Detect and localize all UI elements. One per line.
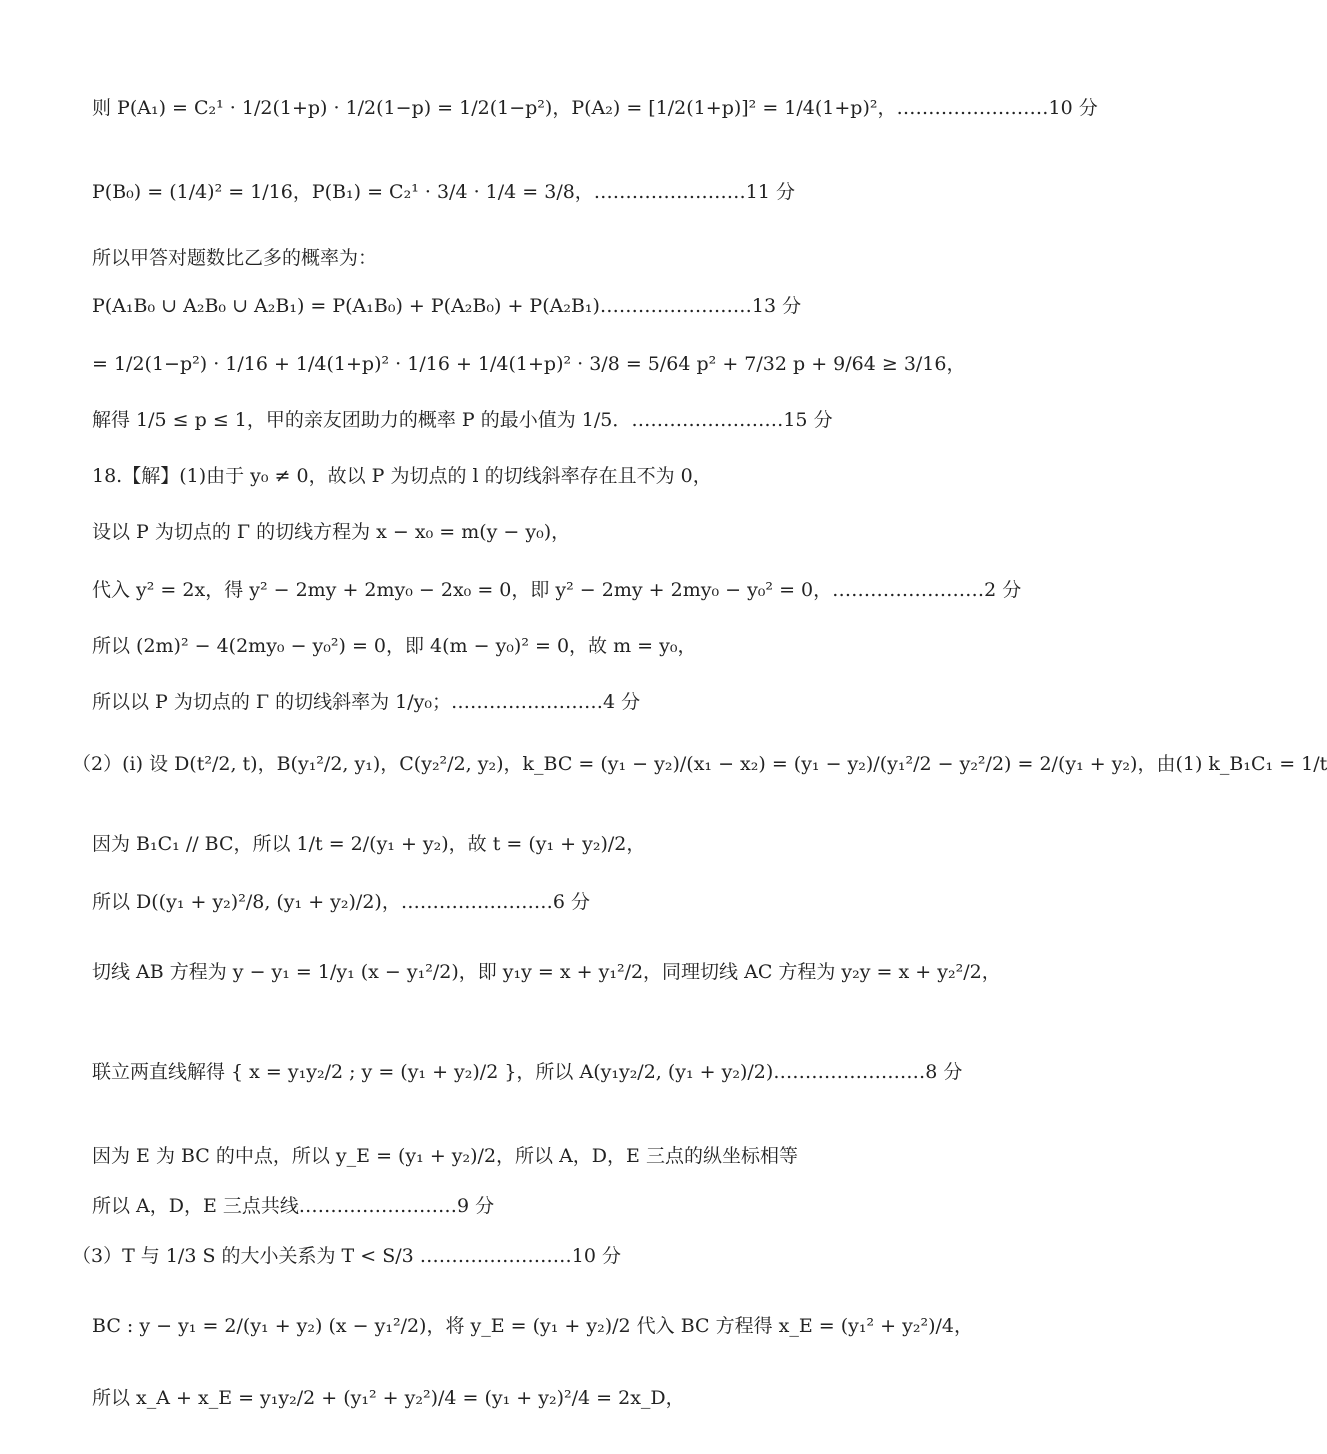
text-line-3: 所以甲答对题数比乙多的概率为： — [92, 247, 378, 269]
formula-line-9: 代入 y² = 2x，得 y² − 2my + 2my₀ − 2x₀ = 0，即 y² − 2my + 2my₀ − y₀² = 0，……………………2 分 — [92, 579, 1022, 601]
text-line-6: 解得 1/5 ≤ p ≤ 1，甲的亲友团助力的概率 P 的最小值为 1/5．……………………15 分 — [92, 409, 833, 431]
formula-line-1: 则 P(A₁) = C₂¹ · 1/2(1+p) · 1/2(1−p) = 1/2(1−p²)，P(A₂) = [1/2(1+p)]² = 1/4(1+p)²，……………………10 分 — [92, 97, 1098, 119]
formula-line-14: 所以 D((y₁ + y₂)²/8, (y₁ + y₂)/2)，……………………6 分 — [92, 891, 590, 913]
text-line-11: 所以以 P 为切点的 Γ 的切线斜率为 1/y₀；……………………4 分 — [92, 691, 641, 713]
part-3-line: （3）T 与 1/3 S 的大小关系为 T < S/3 ……………………10 分 — [72, 1245, 621, 1267]
formula-line-10: 所以 (2m)² − 4(2my₀ − y₀²) = 0，即 4(m − y₀)² = 0，故 m = y₀， — [92, 635, 697, 657]
text-line-17: 因为 E 为 BC 的中点，所以 y_E = (y₁ + y₂)/2，所以 A，D，E 三点的纵坐标相等 — [92, 1145, 798, 1167]
formula-line-21: 所以 x_A + x_E = y₁y₂/2 + (y₁² + y₂²)/4 = (y₁ + y₂)²/4 = 2x_D， — [92, 1387, 685, 1409]
formula-line-20: BC : y − y₁ = 2/(y₁ + y₂) (x − y₁²/2)，将 y_E = (y₁ + y₂)/2 代入 BC 方程得 x_E = (y₁² + y₂²)/4， — [92, 1315, 973, 1337]
formula-line-2: P(B₀) = (1/4)² = 1/16，P(B₁) = C₂¹ · 3/4 · 1/4 = 3/8，……………………11 分 — [92, 181, 796, 203]
formula-line-5: = 1/2(1−p²) · 1/16 + 1/4(1+p)² · 1/16 + 1/4(1+p)² · 3/8 = 5/64 p² + 7/32 p + 9/64 ≥ 3/16， — [92, 353, 966, 375]
formula-line-4: P(A₁B₀ ∪ A₂B₀ ∪ A₂B₁) = P(A₁B₀) + P(A₂B₀) + P(A₂B₁)……………………13 分 — [92, 295, 802, 317]
formula-line-13: 因为 B₁C₁ // BC，所以 1/t = 2/(y₁ + y₂)，故 t = (y₁ + y₂)/2， — [92, 833, 646, 855]
formula-line-15: 切线 AB 方程为 y − y₁ = 1/y₁ (x − y₁²/2)，即 y₁y = x + y₁²/2，同理切线 AC 方程为 y₂y = x + y₂²/2， — [92, 961, 1001, 983]
text-line-8: 设以 P 为切点的 Γ 的切线方程为 x − x₀ = m(y − y₀)， — [92, 521, 571, 543]
formula-line-16: 联立两直线解得 { x = y₁y₂/2 ; y = (y₁ + y₂)/2 }，所以 A(y₁y₂/2, (y₁ + y₂)/2)……………………8 分 — [92, 1061, 963, 1083]
problem-18-heading: 18.【解】(1)由于 y₀ ≠ 0，故以 P 为切点的 l 的切线斜率存在且不为 0， — [92, 465, 712, 487]
text-line-18: 所以 A，D，E 三点共线.……………………9 分 — [92, 1195, 495, 1217]
part-2-line: （2）(i) 设 D(t²/2, t)，B(y₁²/2, y₁)，C(y₂²/2, y₂)，k_BC = (y₁ − y₂)/(x₁ − x₂) = (y₁ − y₂)/(y₁²/2 − y₂²/2) = 2/(y₁ + y₂)，由(1) k_B₁C₁ = 1/t — [72, 753, 1327, 775]
